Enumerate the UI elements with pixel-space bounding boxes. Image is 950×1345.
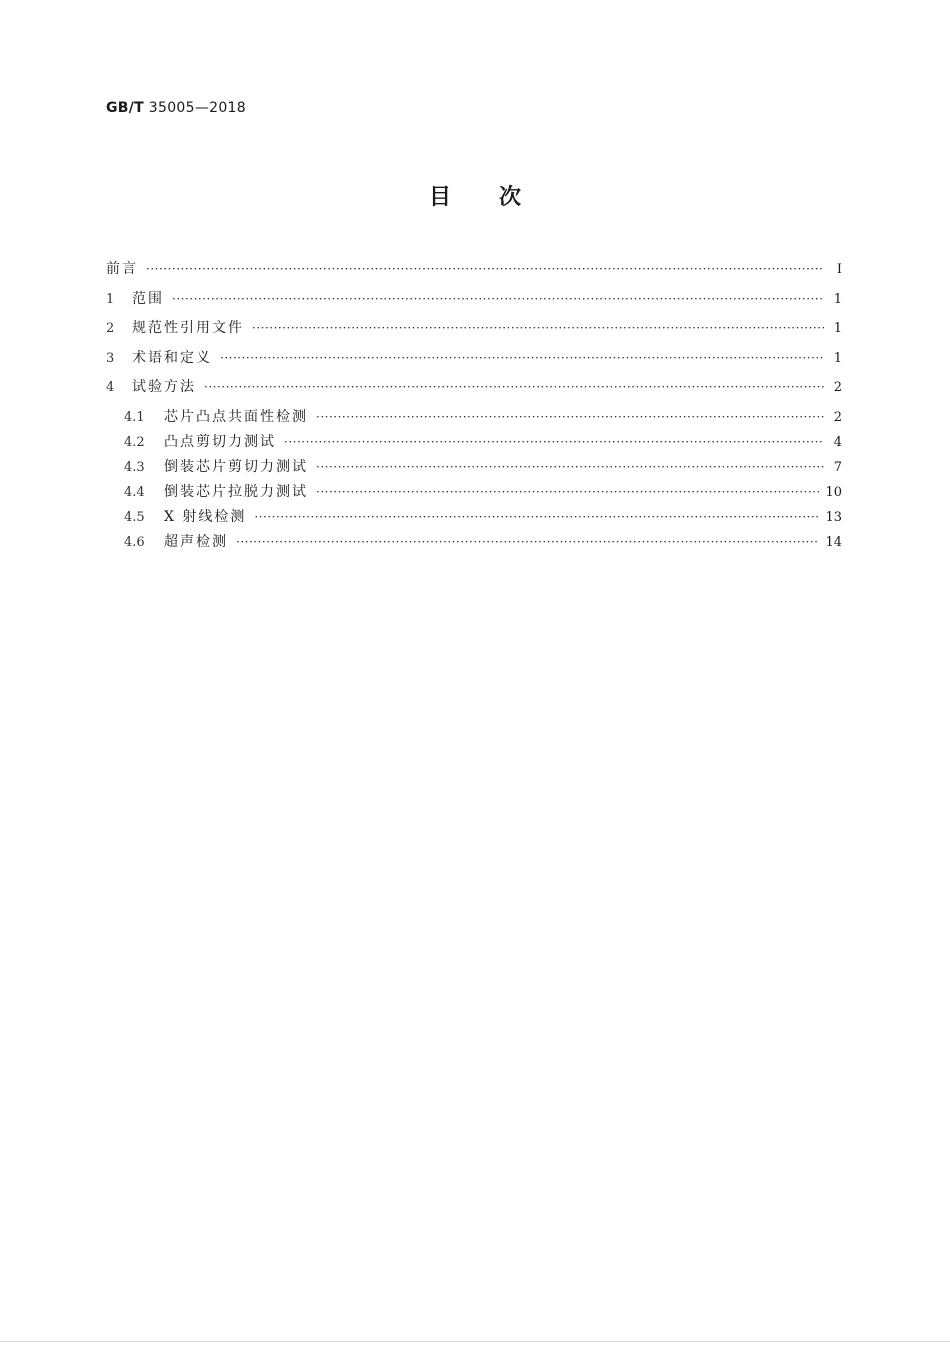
- toc-entry-4-2[interactable]: [106, 432, 842, 457]
- toc-leader-dots: [236, 532, 819, 552]
- toc-entry-title: 范围: [132, 290, 164, 307]
- toc-entry-page: 7: [833, 459, 842, 475]
- toc-entry-title: 倒装芯片剪切力测试: [164, 458, 308, 475]
- toc-entry-number: 4.4: [124, 484, 145, 500]
- toc-entry-page: 2: [833, 380, 842, 395]
- toc-entry-number: 4.3: [124, 459, 145, 475]
- standard-prefix: GB/T: [106, 100, 145, 116]
- toc-leader-dots: [254, 507, 819, 527]
- toc-leader-dots: [284, 432, 824, 452]
- toc-entry-number: 2: [106, 321, 115, 336]
- toc-entry-page: Ⅰ: [836, 262, 842, 277]
- toc-entry-4-5[interactable]: [106, 507, 842, 532]
- standard-number: 35005—2018: [148, 100, 246, 116]
- toc-entry-page: 14: [825, 534, 842, 550]
- toc-leader-dots: [204, 377, 824, 397]
- toc-entry-normative-references[interactable]: [106, 318, 842, 348]
- toc-entry-page: 13: [825, 509, 842, 525]
- toc-entry-number: 3: [106, 350, 115, 366]
- toc-entry-page: 1: [833, 291, 842, 307]
- toc-leader-dots: [220, 348, 824, 368]
- toc-leader-dots: [252, 318, 824, 338]
- toc-title: [0, 180, 950, 211]
- page-bottom-edge: [0, 1341, 950, 1342]
- toc-entry-title: 倒装芯片拉脱力测试: [164, 483, 308, 500]
- toc-entry-title: 前言: [106, 261, 138, 277]
- toc-entry-page: 1: [833, 350, 842, 366]
- toc-entry-title: 术语和定义: [132, 349, 212, 366]
- toc-entry-title: 试验方法: [132, 379, 196, 395]
- toc-entry-4-6[interactable]: [106, 532, 842, 557]
- toc-entry-title: 规范性引用文件: [132, 320, 244, 336]
- toc-entry-4-3[interactable]: [106, 457, 842, 482]
- table-of-contents: [106, 259, 842, 557]
- toc-entry-number: 4.6: [124, 534, 145, 550]
- toc-leader-dots: [172, 289, 824, 309]
- toc-entry-number: 4.5: [124, 509, 145, 525]
- toc-entry-number: 4.1: [124, 409, 145, 425]
- toc-entry-terms-definitions[interactable]: [106, 348, 842, 378]
- toc-entry-title: X 射线检测: [164, 508, 247, 525]
- standard-code: [106, 100, 246, 116]
- toc-entry-4-4[interactable]: [106, 482, 842, 507]
- toc-entry-number: 4.2: [124, 434, 145, 450]
- toc-entry-number: 1: [106, 291, 115, 307]
- toc-entry-page: 10: [825, 484, 842, 500]
- toc-entry-title: 凸点剪切力测试: [164, 433, 276, 450]
- toc-leader-dots: [316, 457, 824, 477]
- toc-entry-4-1[interactable]: [106, 407, 842, 432]
- toc-entry-title: 超声检测: [164, 533, 228, 550]
- toc-leader-dots: [316, 407, 824, 427]
- toc-entry-scope[interactable]: [106, 289, 842, 319]
- toc-entry-number: 4: [106, 380, 115, 395]
- toc-entry-title: 芯片凸点共面性检测: [164, 408, 308, 425]
- toc-title-char-1: 目: [428, 185, 451, 210]
- toc-entry-page: 2: [833, 409, 842, 425]
- toc-entry-page: 4: [833, 434, 842, 450]
- toc-entry-test-methods[interactable]: [106, 377, 842, 407]
- toc-title-char-2: 次: [499, 185, 522, 210]
- toc-entry-page: 1: [833, 321, 842, 336]
- toc-entry-foreword[interactable]: [106, 259, 842, 289]
- toc-leader-dots: [146, 259, 824, 279]
- toc-leader-dots: [316, 482, 819, 502]
